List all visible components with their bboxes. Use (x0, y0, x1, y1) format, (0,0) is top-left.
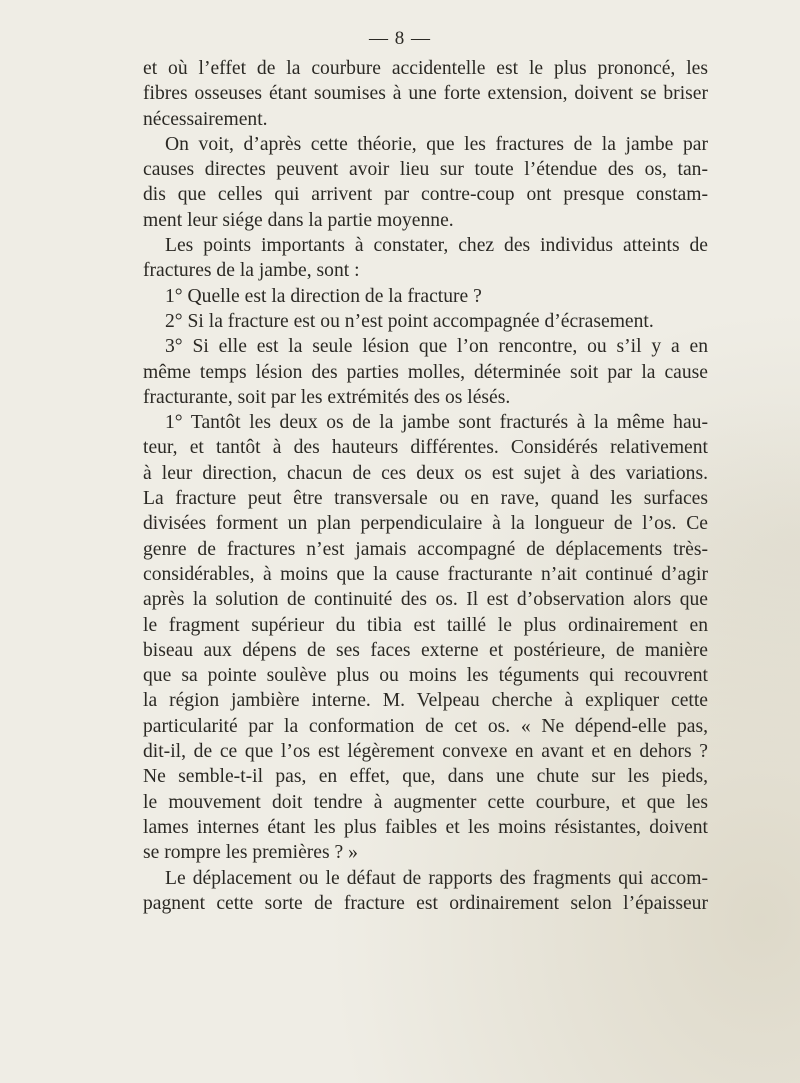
text-line: Ne semble-t-il pas, en effet, que, dans une chute sur les pieds, (143, 766, 708, 788)
text-line: même temps lésion des parties molles, déterminée soit par la cause (143, 361, 708, 383)
text-line: 3° Si elle est la seule lésion que l’on rencontre, ou s’il y a en (165, 336, 708, 358)
text-line: Les points importants à constater, chez des individus atteints de (165, 235, 708, 257)
text-line: biseau aux dépens de ses faces externe et postérieure, de manière (143, 639, 708, 661)
text-line: Le déplacement ou le défaut de rapports des fragments qui accom- (165, 867, 708, 889)
text-line: fractures de la jambe, sont : (143, 260, 360, 282)
text-line: le fragment supérieur du tibia est taillé le plus ordinairement en (143, 614, 708, 636)
text-line: 1° Tantôt les deux os de la jambe sont fracturés à la même hau- (165, 412, 708, 434)
text-line: et où l’effet de la courbure accidentelle est le plus prononcé, les (143, 58, 708, 79)
text-line: considérables, à moins que la cause fracturante n’ait continué d’agir (143, 563, 708, 585)
text-line: causes directes peuvent avoir lieu sur toute l’étendue des os, tan- (143, 159, 708, 181)
text-line: fibres osseuses étant soumises à une forte extension, doivent se briser (143, 83, 708, 105)
text-line: 1° Quelle est la direction de la fracture ? (165, 285, 482, 307)
page-number: — 8 — (369, 28, 431, 49)
text-line: particularité par la conformation de cet os. « Ne dépend-elle pas, (143, 715, 708, 737)
text-line: pagnent cette sorte de fracture est ordinairement selon l’épaisseur (143, 892, 708, 914)
text-line: On voit, d’après cette théorie, que les fractures de la jambe par (165, 133, 708, 155)
text-line: se rompre les premières ? » (143, 842, 358, 864)
text-line: à leur direction, chacun de ces deux os est sujet à des variations. (143, 462, 708, 484)
text-line: le mouvement doit tendre à augmenter cette courbure, et que les (143, 791, 708, 813)
text-line: dit-il, de ce que l’os est légèrement convexe en avant et en dehors ? (143, 741, 708, 763)
text-line: teur, et tantôt à des hauteurs différentes. Considérés relativement (143, 437, 708, 459)
text-line: lames internes étant les plus faibles et les moins résistantes, doivent (143, 816, 708, 838)
text-line: ment leur siége dans la partie moyenne. (143, 209, 454, 231)
text-line: La fracture peut être transversale ou en rave, quand les surfaces (143, 488, 708, 510)
text-line: la région jambière interne. M. Velpeau cherche à expliquer cette (143, 690, 708, 712)
text-line: divisées forment un plan perpendiculaire à la longueur de l’os. Ce (143, 513, 708, 535)
text-line: genre de fractures n’est jamais accompagné de déplacements très- (143, 538, 708, 560)
text-line: après la solution de continuité des os. Il est d’observation alors que (143, 589, 708, 611)
text-line: nécessairement. (143, 108, 268, 130)
text-line: dis que celles qui arrivent par contre-coup ont presque constam- (143, 184, 708, 206)
text-line: que sa pointe soulève plus ou moins les téguments qui recouvrent (143, 665, 708, 687)
text-line: fracturante, soit par les extrémités des os lésés. (143, 386, 511, 408)
body-text (143, 56, 708, 916)
text-line: 2° Si la fracture est ou n’est point accompagnée d’écrasement. (165, 310, 654, 332)
